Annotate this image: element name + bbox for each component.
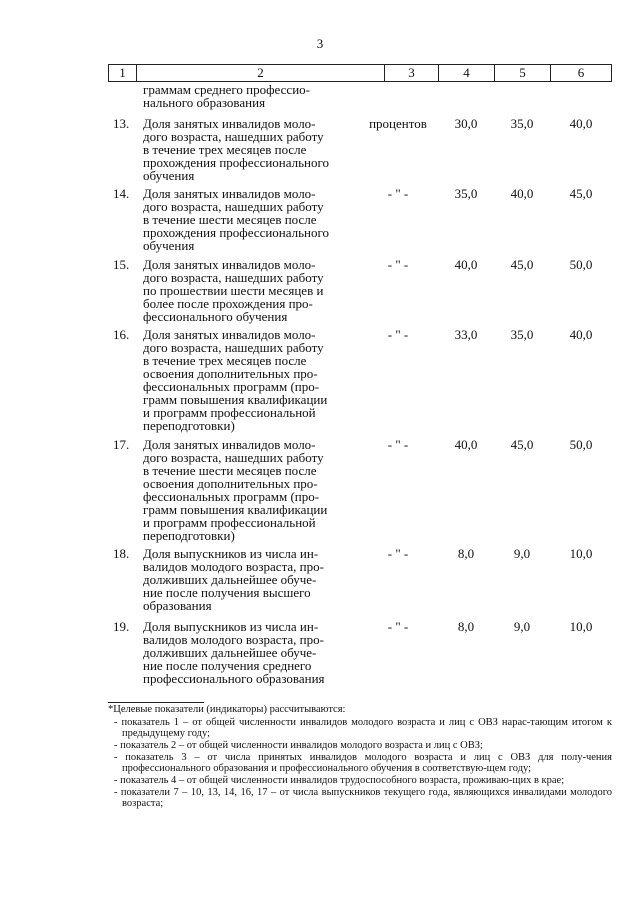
footnote-item: - показатели 7 – 10, 13, 14, 16, 17 – от числа выпускников текущего года, являющихся инвалидами молодого возраста; (114, 787, 612, 809)
row-value-col4: 8,0 (457, 619, 475, 634)
footnote-divider (108, 702, 204, 703)
row-label: Доля выпускников из числа ин- валидов молодого возраста, про- долживших дальнейшее обуче- ние после получения среднего профессионального образования (143, 619, 325, 686)
row-label: Доля занятых инвалидов моло- дого возраста, нашедших работу в течение трех месяцев после прохождения профессионального обучения (143, 116, 330, 183)
row-number: 13. (113, 116, 130, 131)
row-number: 18. (113, 546, 130, 561)
continuation-text: граммам среднего профессио- нального образования (143, 82, 310, 110)
row-value-col4: 40,0 (454, 257, 478, 272)
row-value-col4: 33,0 (454, 327, 478, 342)
header-col-6: 6 (577, 65, 585, 80)
row-value-col5: 9,0 (513, 546, 531, 561)
row-unit: - " - (387, 327, 409, 342)
row-label: Доля занятых инвалидов моло- дого возраста, нашедших работу в течение шести месяцев после освоения дополнительных про- фессиональных программ (про- грамм повышения квалификации и программ профессиональной переподготовки) (143, 437, 328, 543)
header-col-4: 4 (439, 65, 495, 81)
footnote-item: - показатель 3 – от числа принятых инвалидов молодого возраста и лиц с ОВЗ для полу-чения профессионального образования и профессионального обучения в соответствую-щем году; (114, 752, 612, 774)
footnote-item: - показатель 2 – от общей численности инвалидов молодого возраста и лиц с ОВЗ; (114, 740, 483, 751)
row-number: 16. (113, 327, 130, 342)
row-unit: - " - (387, 186, 409, 201)
row-label: Доля занятых инвалидов моло- дого возраста, нашедших работу в течение шести месяцев после прохождения профессионального обучения (143, 186, 330, 253)
row-value-col6: 10,0 (569, 619, 593, 634)
row-value-col5: 40,0 (510, 186, 534, 201)
footnote-item: - показатель 4 – от общей численности инвалидов трудоспособного возраста, проживаю-щих в крае; (114, 775, 565, 786)
footnotes-title: *Целевые показатели (индикаторы) рассчитываются: (108, 704, 346, 715)
footnote-item: - показатель 1 – от общей численности инвалидов молодого возраста и лиц с ОВЗ нарас-тающим итогом к предыдущему году; (114, 717, 612, 739)
row-label: Доля занятых инвалидов моло- дого возраста, нашедших работу по прошествии шести месяцев и более после прохождения про- фессионального обучения (143, 257, 324, 324)
row-unit: - " - (387, 619, 409, 634)
row-unit: - " - (387, 546, 409, 561)
header-col-3: 3 (385, 65, 439, 81)
row-value-col4: 35,0 (454, 186, 478, 201)
row-value-col5: 35,0 (510, 116, 534, 131)
row-number: 17. (113, 437, 130, 452)
row-value-col5: 45,0 (510, 437, 534, 452)
row-value-col5: 35,0 (510, 327, 534, 342)
row-label: Доля занятых инвалидов моло- дого возраста, нашедших работу в течение трех месяцев после освоения дополнительных про- фессиональных программ (про- грамм повышения квалификации и программ профессиональной переподготовки) (143, 327, 328, 433)
row-number: 19. (113, 619, 130, 634)
table-header-row (108, 64, 612, 82)
row-value-col6: 50,0 (569, 437, 593, 452)
row-number: 15. (113, 257, 130, 272)
row-value-col4: 30,0 (454, 116, 478, 131)
row-value-col5: 9,0 (513, 619, 531, 634)
row-value-col6: 40,0 (569, 116, 593, 131)
row-unit: процентов (369, 116, 427, 131)
row-value-col6: 10,0 (569, 546, 593, 561)
row-value-col5: 45,0 (510, 257, 534, 272)
footnotes (108, 704, 612, 810)
row-unit: - " - (387, 437, 409, 452)
row-value-col4: 8,0 (457, 546, 475, 561)
row-value-col6: 45,0 (569, 186, 593, 201)
row-value-col4: 40,0 (454, 437, 478, 452)
row-unit: - " - (387, 257, 409, 272)
row-value-col6: 40,0 (569, 327, 593, 342)
header-col-5: 5 (495, 65, 551, 81)
row-label: Доля выпускников из числа ин- валидов молодого возраста, про- долживших дальнейшее обуче- ние после получения высшего образования (143, 546, 324, 613)
row-number: 14. (113, 186, 130, 201)
header-col-2: 2 (137, 65, 385, 81)
row-value-col6: 50,0 (569, 257, 593, 272)
page-number: 3 (316, 36, 324, 51)
header-col-1: 1 (109, 65, 137, 81)
